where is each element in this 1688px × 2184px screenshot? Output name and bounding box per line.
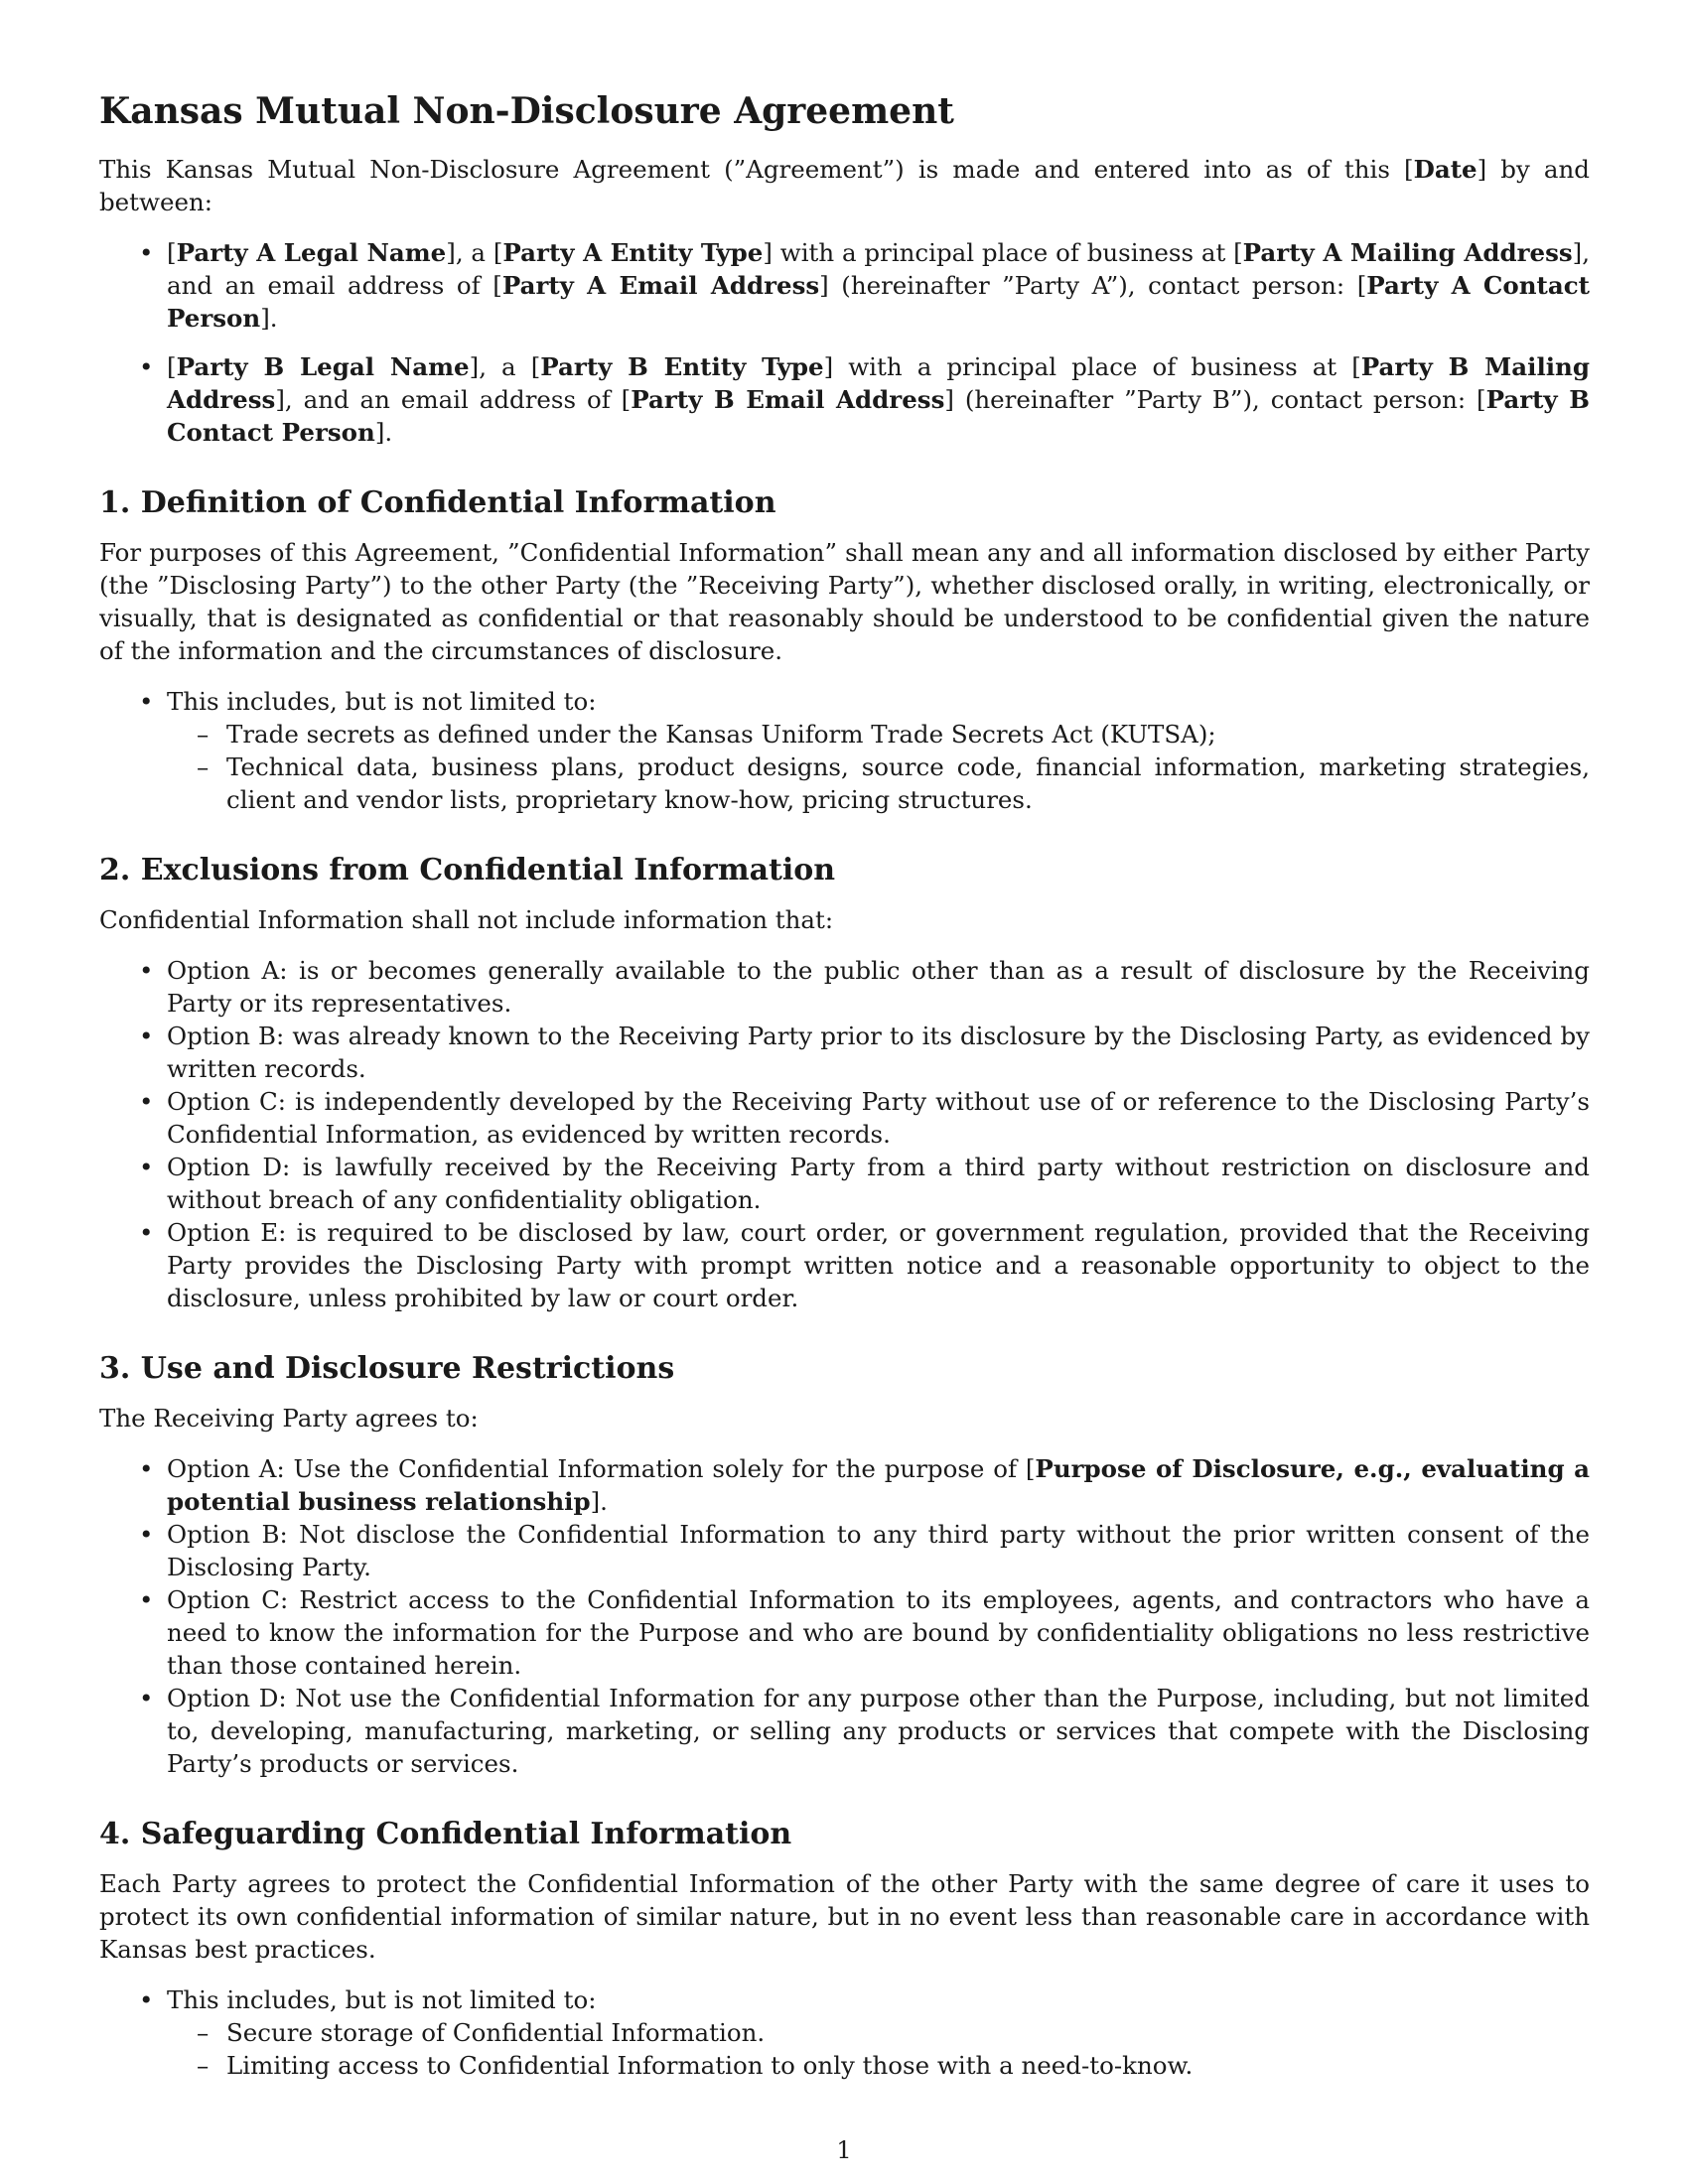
party-b-item: • [Party B Legal Name], a [Party B Entity Type] with a principal place of business at [Party B Mailing Address], and an email address of [Party B Email Address] (hereinafter ”Party B”), contact person: [Party B Contact Person]. <box>167 350 1590 449</box>
section-4-heading: 4. Safeguarding Confidential Information <box>99 1817 792 1851</box>
party-b-name: Party B Legal Name <box>176 352 470 381</box>
document-page <box>99 89 1590 2090</box>
list-item: • Option D: Not use the Confidential Information for any purpose other than the Purpose, including, but not limited to, developing, manufacturing, marketing, or selling any products or services that compete with the Disclosing Party’s products or services. <box>167 1682 1590 1780</box>
section-2-paragraph: Confidential Information shall not include information that: <box>99 905 834 934</box>
sub-list-item: – Secure storage of Confidential Information. <box>226 2016 1590 2049</box>
list-item: • Option B: Not disclose the Confidential Information to any third party without the prior written consent of the Disclosing Party. <box>167 1518 1590 1583</box>
section-4-sublist <box>167 2016 1590 2082</box>
list-item: • Option D: is lawfully received by the Receiving Party from a third party without restriction on disclosure and without breach of any confidentiality obligation. <box>167 1151 1590 1216</box>
section-3-paragraph: The Receiving Party agrees to: <box>99 1404 479 1433</box>
parties-list <box>99 236 1590 449</box>
party-a-contact: Party A Contact Person <box>167 271 1590 333</box>
sub-list-item: – Limiting access to Confidential Information to only those with a need-to-know. <box>226 2049 1590 2082</box>
section-1-sublist <box>167 718 1590 816</box>
section-2-heading: 2. Exclusions from Confidential Information <box>99 853 836 887</box>
list-item: • Option B: was already known to the Receiving Party prior to its disclosure by the Disclosing Party, as evidenced by written records. <box>167 1020 1590 1085</box>
intro-paragraph <box>99 153 1590 218</box>
party-a-item: • [Party A Legal Name], a [Party A Entity Type] with a principal place of business at [Party A Mailing Address], and an email address of [Party A Email Address] (hereinafter ”Party A”), contact person: [Party A Contact Person]. <box>167 236 1590 335</box>
party-a-email: Party A Email Address <box>501 271 820 300</box>
list-item: • Option E: is required to be disclosed by law, court order, or government regulation, provided that the Receiving Party provides the Disclosing Party with prompt written notice and a reasonable opportunity to object to the disclosure, unless prohibited by law or court order. <box>167 1216 1590 1314</box>
intro-text: This Kansas Mutual Non-Disclosure Agreement (”Agreement”) is made and entered into as of this [ <box>99 155 1414 184</box>
party-b-entity: Party B Entity Type <box>540 352 824 381</box>
list-item: • Option C: is independently developed by the Receiving Party without use of or reference to the Disclosing Party’s Confidential Information, as evidenced by written records. <box>167 1085 1590 1151</box>
party-b-email: Party B Email Address <box>631 385 945 414</box>
section-4-list <box>99 1983 1590 2082</box>
sub-list-item: – Trade secrets as defined under the Kansas Uniform Trade Secrets Act (KUTSA); <box>226 718 1590 751</box>
list-item: • This includes, but is not limited to: – Trade secrets as defined under the Kansas Uniform Trade Secrets Act (KUTSA); – Technical data, business plans, product designs, source code, financial information, marketing strategies, client and vendor lists, proprietary know-how, pricing structures. <box>167 685 1590 816</box>
list-item: • This includes, but is not limited to: – Secure storage of Confidential Information. – Limiting access to Confidential Information to only those with a need-to-know. <box>167 1983 1590 2082</box>
section-1-paragraph: For purposes of this Agreement, ”Confidential Information” shall mean any and all information disclosed by either Party (the ”Disclosing Party”) to the other Party (the ”Receiving Party”), whether disclosed orally, in writing, electronically, or visually, that is designated as confidential or that reasonably should be understood to be confidential given the nature of the information and the circumstances of disclosure. <box>99 538 1590 665</box>
intro-text-end: ] by and between: <box>99 155 1590 216</box>
purpose-placeholder: Purpose of Disclosure, e.g., evaluating a potential business relationship <box>167 1454 1591 1516</box>
list-item: • Option C: Restrict access to the Confidential Information to its employees, agents, and contractors who have a need to know the information for the Purpose and who are bound by confidentiality obligations no less restrictive than those contained herein. <box>167 1583 1590 1682</box>
list-item: • Option A: Use the Confidential Information solely for the purpose of [Purpose of Disclosure, e.g., evaluating a potential business relationship]. <box>167 1452 1590 1518</box>
document-title: Kansas Mutual Non-Disclosure Agreement <box>99 90 954 132</box>
party-b-address: Party B Mailing Address <box>167 352 1590 414</box>
section-2-list <box>99 954 1590 1314</box>
section-4-paragraph: Each Party agrees to protect the Confidential Information of the other Party with the same degree of care it uses to protect its own confidential information of similar nature, but in no event less than reasonable care in accordance with Kansas best practices. <box>99 1869 1590 1964</box>
party-b-contact: Party B Contact Person <box>167 385 1591 447</box>
section-3-heading: 3. Use and Disclosure Restrictions <box>99 1351 675 1386</box>
section-3-list <box>99 1452 1590 1780</box>
page-number: 1 <box>836 2136 852 2164</box>
date-placeholder: Date <box>1413 155 1477 184</box>
party-a-address: Party A Mailing Address <box>1242 238 1573 267</box>
party-a-entity: Party A Entity Type <box>502 238 764 267</box>
sub-list-item: – Technical data, business plans, product designs, source code, financial information, marketing strategies, client and vendor lists, proprietary know-how, pricing structures. <box>226 751 1590 816</box>
list-item: • Option A: is or becomes generally available to the public other than as a result of disclosure by the Receiving Party or its representatives. <box>167 954 1590 1020</box>
section-1-heading: 1. Definition of Confidential Information <box>99 485 776 520</box>
party-a-name: Party A Legal Name <box>176 238 447 267</box>
section-1-list <box>99 685 1590 816</box>
